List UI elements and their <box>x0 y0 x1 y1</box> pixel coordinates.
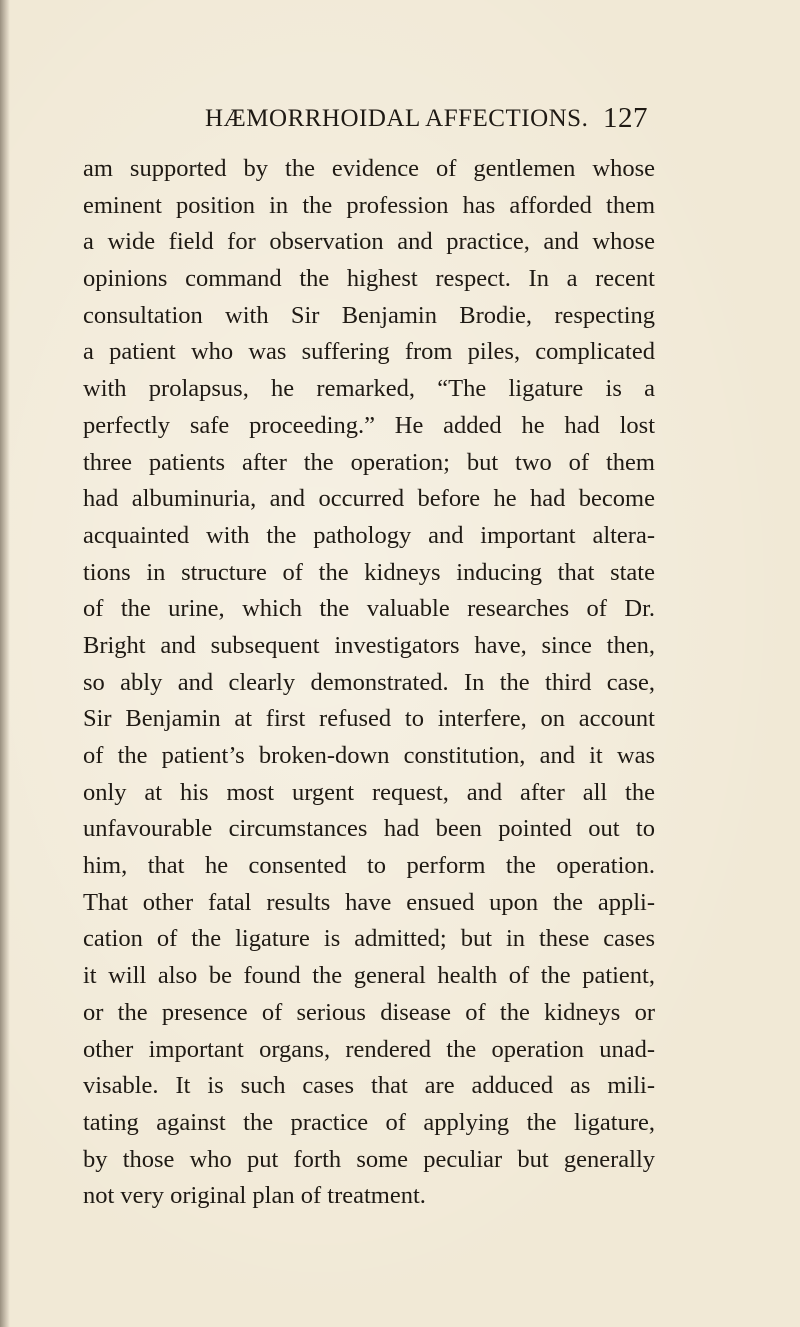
text-line: by those who put forth some peculiar but generally <box>83 1145 655 1173</box>
text-line: other important organs, rendered the operation unad- <box>83 1035 655 1063</box>
page-spine-edge <box>0 0 10 1327</box>
text-line: consultation with Sir Benjamin Brodie, respecting <box>83 301 655 329</box>
text-line: only at his most urgent request, and after all the <box>83 778 655 806</box>
text-line: him, that he consented to perform the operation. <box>83 852 655 880</box>
text-line: cation of the ligature is admitted; but in these cases <box>83 925 655 953</box>
text-line: perfectly safe proceeding.” He added he had lost <box>83 411 655 439</box>
text-line: so ably and clearly demonstrated. In the third case, <box>83 668 655 696</box>
text-line: unfavourable circumstances had been pointed out to <box>83 815 655 843</box>
text-line: of the patient’s broken-down constitution, and it was <box>83 742 655 769</box>
text-line: acquainted with the pathology and important altera- <box>83 521 655 549</box>
running-head <box>205 102 648 141</box>
text-line: eminent position in the profession has afforded them <box>83 191 655 219</box>
text-line: it will also be found the general health of the patient, <box>83 962 655 990</box>
text-line: a wide field for observation and practice, and whose <box>83 228 655 256</box>
text-line: opinions command the highest respect. In a recent <box>83 265 655 293</box>
body-paragraph <box>83 151 655 1215</box>
text-line: had albuminuria, and occurred before he had become <box>83 485 655 513</box>
running-title: HÆMORRHOIDAL AFFECTIONS. <box>205 105 589 132</box>
text-line: of the urine, which the valuable researches of Dr. <box>83 595 655 623</box>
text-line: That other fatal results have ensued upon the appli- <box>83 888 655 916</box>
text-line: a patient who was suffering from piles, complicated <box>83 338 655 366</box>
page-number: 127 <box>603 102 648 134</box>
text-line: with prolapsus, he remarked, “The ligature is a <box>83 375 655 403</box>
text-line: three patients after the operation; but two of them <box>83 448 655 476</box>
text-line: not very original plan of treatment. <box>83 1182 426 1210</box>
text-line: Bright and subsequent investigators have, since then, <box>83 631 655 659</box>
text-line: Sir Benjamin at first refused to interfere, on account <box>83 705 655 733</box>
text-line: or the presence of serious disease of the kidneys or <box>83 998 655 1026</box>
text-line: visable. It is such cases that are adduced as mili- <box>83 1072 655 1100</box>
text-line: am supported by the evidence of gentlemen whose <box>83 155 655 182</box>
text-line: tating against the practice of applying the ligature, <box>83 1108 655 1136</box>
text-line: tions in structure of the kidneys inducing that state <box>83 558 655 586</box>
